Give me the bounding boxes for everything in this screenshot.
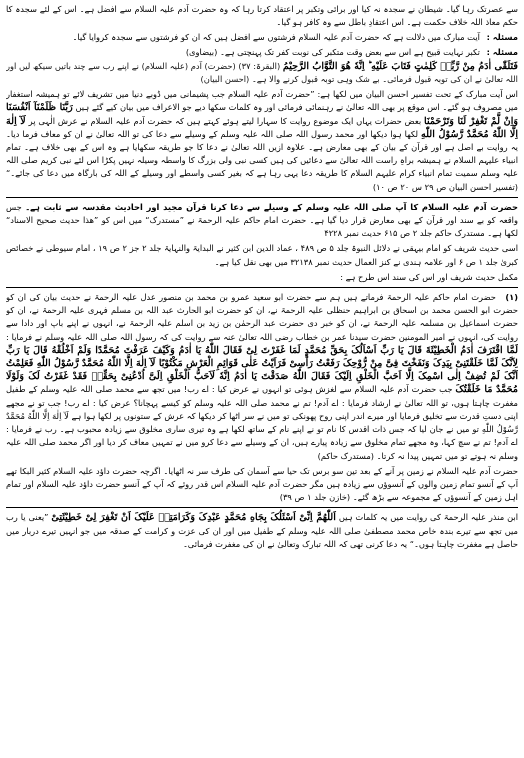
- wasila-heading-paragraph: [6, 201, 518, 241]
- paragraph-text: حضرت آدم علیہ السلام نے زمین پر آنے کے بعد تین سو برس تک حیا سے آسمان کی طرف سر نہ اٹھایا۔ اگرچہ حضرت داؤد علیہ السلام کثیر البکا تھے آپ کے آنسو تمام زمین والوں کے آنسوؤں سے زیادہ ہیں مگر حضرت آدم علیہ السلام اس قدر روئے کہ آپ کے آنسو حضرت داؤد علیہ السلام اور تمام اہل زمین کے آنسوؤں کے مجموعہ سے بڑھ گئے۔ (خازن جلد ۱ ص ۳۹): [6, 465, 518, 503]
- arabic-dua: رَبَّنَا ظَلَمْنَآ اَنْفُسَنَا وَاِنْ لَّمْ تَغْفِرْ لَنَا وَتَرْحَمْنَا: [6, 102, 518, 127]
- masla-label: مسئلہ :: [486, 32, 518, 43]
- quran-verse-translation: (البقرۃ: ۳۷) (حضرت) آدم (علیہ السلام) نے اپنے رب سے چند باتیں سیکھ لیں اور اللہ تعالیٰ نے ان کی توبہ قبول فرمائی۔ بے شک وہی توبہ قبول کرنے والا ہے۔ (احسن البیان): [6, 60, 518, 85]
- hadith-1: [6, 291, 518, 463]
- paragraph-text: بعض حضرات یہاں ایک موضوع روایت کا سہارا لیتے ہوئے کہتے ہیں کہ حضرت آدم علیہ السلام نے عرش الٰہی پر: [28, 115, 422, 126]
- section-divider: [6, 507, 518, 508]
- paragraph-text: اسی حدیث شریف کو امام بیہقی نے دلائل النبوۃ جلد ۵ ص ۴۸۹ ، عماد الدین ابن کثیر نے البدایۃ والنہایۃ جلد ۲ جز ۲ ص ۱۹ ، امام سیوطی نے خصائص کبریٰ جلد ۱ ص ۶ اور علامہ ہندی نے کنز العمال حدیث نمبر ۳۲۱۳۸ میں بھی نقل کیا ہے۔: [6, 243, 518, 267]
- paragraph-text: سے عصرتک رہا گیا۔ شیطان نے سجدہ نہ کیا اور برائی وتکبر پر اعتقاد کرتا رہا کہ وہ حضرت آدم علیہ السلام سے افضل ہے۔ اس کے لئے سجدہ کا حکم معاذ اللہ خلاف حکمت ہے۔ اس اعتقادِ باطل سے وہ کافر ہو گیا۔: [6, 4, 518, 28]
- section-divider: [6, 197, 518, 198]
- arabic-dua: اَللّٰهُمَّ اِنِّیْ اَسْئَلُکَ بِجَاهِ مُحَمَّدٍ عَبْدِکَ وَکَرَامَتِهٖ عَلَیْکَ اَنْ تَغْفِرَ لِیْ خَطِیْئَتِیْ: [51, 512, 336, 524]
- hadith-number: (۱): [505, 292, 518, 303]
- tafsir-paragraph: [6, 88, 518, 194]
- paragraph-text: اس آیت مبارک کے تحت تفسیر احسن البیان میں لکھا ہے: ”حضرت آدم علیہ السلام جب پشیمانی میں ڈوبے دنیا میں تشریف لائے تو ہمیشہ استغفار میں مصروف ہو گئے۔ اس موقع پر بھی اللہ تعالیٰ نے رہنمائی فرمائی اور وہ کلمات سکھا دیے جو الاعراف میں بیان کیے گئے ہیں: [6, 89, 518, 113]
- masla-text: تکبر نہایت قبیح ہے اس سے بعض وقت متکبر کی نوبت کفر تک پہنچتی ہے۔ (بیضاوی): [185, 46, 480, 57]
- hadith-arabic: لَمَّا اقْتَرَفَ اٰدَمُ الْخَطِیْئَةَ قَالَ یَا رَبِّ اَسْاَلُکَ بِحَقِّ مُحَمَّدٍ لَمَا غَفَرْتَ لِیْ فَقَالَ اللّٰهُ یَا اٰدَمُ وَکَیْفَ عَرَفْتَ مُحَمَّدًا وَلَمْ اَخْلُقْهُ قَالَ یَا رَبِّ لِاَنَّکَ لَمَّا خَلَقْتَنِیْ بِیَدِکَ وَنَفَخْتَ فِیَّ مِنْ رُّوْحِکَ رَفَعْتُ رَاْسِیْ فَرَاَیْتُ عَلٰی قَوَائِمِ الْعَرْشِ مَکْتُوْبًا لَآ اِلٰهَ اِلَّا اللّٰهُ مُحَمَّدٌ رَّسُوْلُ اللّٰهِ فَعَلِمْتُ اَنَّکَ لَمْ تُضِفْ اِلٰی اسْمِکَ اِلَّا اَحَبَّ الْخَلْقِ اِلَیْکَ فَقَالَ اللّٰهُ صَدَقْتَ یَا اٰدَمُ اِنَّهٗ لَاَحَبُّ الْخَلْقِ اِلَیَّ اُدْعُنِیْ بِحَقِّهٖ فَقَدْ غَفَرْتُ لَکَ وَلَوْلَا مُحَمَّدٌ مَا خَلَقْتُکَ: [6, 344, 518, 396]
- quran-verse-block: [6, 60, 518, 86]
- arabic-kalima: لَآ اِلٰهَ اِلَّا اللّٰهُ مُحَمَّدٌ رَّسُوْلُ اللّٰهِ: [6, 115, 518, 140]
- section-lead-text: حضرت آدم علیہ السلام کا آپ صلی اللہ علیہ وسلم کے وسیلے سے دعا کرنا قرآن مجید اور احادیث مقدسہ سے ثابت ہے۔: [25, 201, 518, 212]
- references-paragraph: [6, 242, 518, 268]
- masla-2: [6, 46, 518, 59]
- hadith-translation: جب حضرت آدم علیہ السلام سے لغزش ہوئی تو انہوں نے عرض کیا : اے رب! میں تجھ سے محمد صلی اللہ علیہ وسلم کے طفیل مغفرت چاہتا ہوں، تو اللہ تعالیٰ نے ارشاد فرمایا : اے آدم! تم نے محمد صلی اللہ علیہ وسلم کو کیسے پہچانا؟ عرض کیا : اے رب! جب تو نے مجھے اپنی دستِ قدرت سے تخلیق فرمایا اور میرے اندر اپنی روح پھونکی تو میں نے سر اٹھا کر دیکھا کہ عرش کے ستونوں پر لکھا ہوا ہے لَآ اِلٰهَ اِلَّا اللّٰهُ مُحَمَّدٌ رَّسُوْلُ اللّٰهِ تو میں نے جان لیا کہ جس ذات اقدس کا نام تو نے اپنے نام کے ساتھ لکھا ہے وہ تیری ساری مخلوق سے زیادہ محبوب ہے۔ رب نے فرمایا : اے آدم! تم نے سچ کہا، وہ مجھے تمام مخلوق سے زیادہ پیارے ہیں، ان کے وسیلے سے دعا کرو میں نے تمہیں معاف کر دیا اور اگر محمد صلی اللہ علیہ وسلم نہ ہوتے تو میں تمہیں پیدا نہ کرتا۔ (مستدرک حاکم): [6, 384, 518, 461]
- paragraph-text: ابن منذر علیہ الرحمۃ کی روایت میں یہ کلمات ہیں: [338, 512, 518, 523]
- masla-1: [6, 31, 518, 44]
- paragraph-ibn-mundhir: [6, 511, 518, 551]
- paragraph-text: جس واقعہ کو بے سند اور قرآن کے بھی معارض قرار دیا گیا ہے۔ حضرت امام حاکم علیہ الرحمۃ نے ”مستدرک“ میں اس کو ”ھذا حدیث صحیح الاسناد“ لکھا ہے۔ مستدرک حاکم جلد ۲ ص ۶۱۵ حدیث نمبر ۴۲۲۸: [6, 201, 518, 239]
- masla-label: مسئلہ :: [486, 46, 518, 57]
- document-page: [6, 3, 518, 752]
- paragraph-text: ”یعنی یا رب میں تجھ سے تیرے بندہ خاص محمد مصطفیٰ صلی اللہ علیہ وسلم کے طفیل میں اور ان کی عزت و کرامت کے صدقہ میں جو انہیں تیرے دربار میں حاصل ہے مغفرت چاہتا ہوں۔“ یہ دعا کرنی تھی کہ اللہ تبارک وتعالیٰ نے ان کی مغفرت فرمائی۔: [6, 512, 518, 549]
- paragraph-iblis-refusal: [6, 3, 518, 29]
- masla-text: آیت مبارک میں دلالت ہے کہ حضرت آدم علیہ السلام فرشتوں سے افضل ہیں کہ ان کو فرشتوں سے سجدہ کروایا گیا۔: [72, 32, 480, 43]
- paragraph-text: مکمل حدیث شریف اور اس کی سند اس طرح ہے :: [340, 271, 518, 282]
- intro-line: [6, 271, 518, 284]
- hadith-chain: حضرت امام حاکم علیہ الرحمۃ فرماتے ہیں ہم سے حضرت ابو سعید عمرو بن محمد بن منصور عدل علیہ الرحمۃ نے حدیث بیان کی ان کو حضرت ابو الحسن محمد بن اسحاق بن ابراہیم حنظلی علیہ الرحمۃ نے، ان کو حضرت ابو الحارث عبد اللہ بن مسلم فہری علیہ الرحمۃ نے، ان کو حضرت اسماعیل بن مسلمہ علیہ الرحمۃ نے، ان کو خبر دی حضرت عبد الرحمٰن بن زید بن اسلم علیہ الرحمۃ نے، انہوں نے اپنے باپ اور دادا سے روایت کی، انہوں نے امیر المومنین حضرت سیدنا عمر بن خطاب رضی اللہ تعالیٰ عنہ سے روایت کی کہ رسول اللہ صلی اللہ علیہ وسلم نے فرمایا :: [6, 292, 518, 342]
- quran-verse-arabic: فَتَلَقّٰی اٰدَمُ مِنْ رَّبِّهٖ كَلِمٰتٍ فَتَابَ عَلَیْهِ ؕ اِنَّهٗ هُوَ التَّوَّابُ الرَّحِیْمُ: [282, 60, 518, 72]
- paragraph-crying: [6, 465, 518, 505]
- paragraph-text: لکھا ہوا دیکھا اور محمد رسول اللہ صلی اللہ علیہ وسلم کے وسیلے سے دعا کی تو اللہ تعالیٰ نے ان کو معاف فرما دیا۔ یہ روایت بے اصل ہے اور قرآن کے بیان کے بھی معارض ہے۔ علاوہ ازیں اللہ تعالیٰ نے دعا کا جو طریقہ سکھایا ہے وہ اس کے بھی خلاف ہے۔ تمام انبیاء علیہم السلام نے ہمیشہ براہِ راست اللہ تعالیٰ سے دعائیں کی ہیں کسی نبی ولی بزرگ کا واسطہ وسیلہ نہیں پکڑا اس لئے نبی کریم صلی اللہ علیہ وسلم سمیت تمام انبیاء کرام علیہم السلام کا طریقہ دعا یہی رہا ہے کہ بغیر کسی واسطے اور وسیلے کے اللہ کی بارگاہ میں دعا کی جائے۔“ (تفسیر احسن البیان ص ۲۹ س ۲۰ ص ۱۰): [6, 128, 518, 192]
- section-divider: [6, 287, 518, 288]
